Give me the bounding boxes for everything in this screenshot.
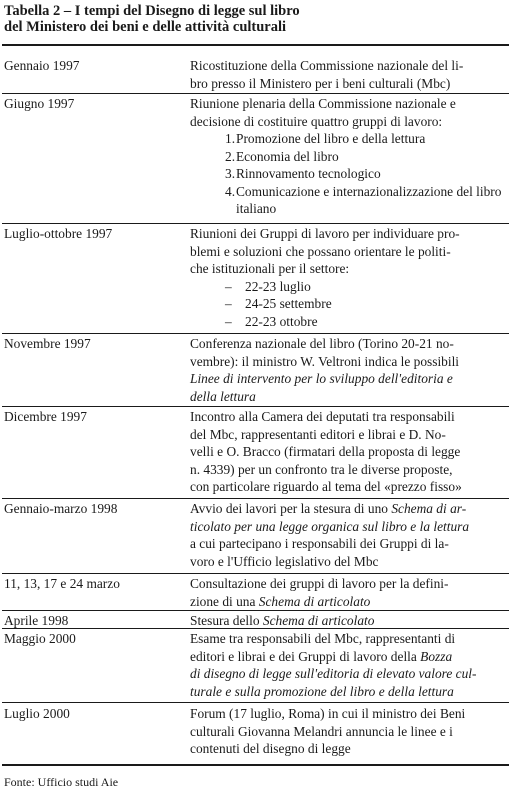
list-item: 4. Comunicazione e internazionalizzazione del libro italiano [225, 183, 502, 216]
desc-line: Stesura dello Schema di articolato [190, 613, 375, 628]
desc-line: Conferenza nazionale del libro (Torino 20-21 no- [190, 336, 454, 351]
table-title-line1: Tabella 2 – I tempi del Disegno di legge sul libro [4, 3, 300, 19]
row-date: Giugno 1997 [4, 96, 75, 111]
row-description [190, 575, 502, 610]
desc-line: ticolato per una legge organica sul libro e la lettura [190, 518, 470, 534]
row-description [190, 57, 502, 92]
desc-line: della lettura [190, 388, 256, 404]
row-description [190, 705, 502, 758]
desc-line: editori e librai e dei Gruppi di lavoro della Bozza [190, 648, 453, 664]
list-item: – 24-25 settembre [225, 296, 332, 311]
row-divider [2, 498, 509, 499]
row-divider [2, 333, 509, 334]
desc-line: Avvio dei lavori per la stesura di uno Schema di ar- [190, 501, 467, 516]
row-date: Maggio 2000 [4, 631, 76, 646]
row-date: Aprile 1998 [4, 613, 69, 628]
desc-line: Linee di intervento per lo sviluppo dell'editoria e [190, 371, 453, 386]
desc-line: bro presso il Ministero per i beni culturali (Mbc) [190, 75, 451, 91]
desc-line: del Mbc, rappresentanti editori e librai e D. No- [190, 426, 446, 442]
row-divider [2, 93, 509, 94]
row-divider [2, 702, 509, 703]
list-item: 3. Rinnovamento tecnologico [225, 166, 381, 181]
row-date: Luglio-ottobre 1997 [4, 226, 113, 241]
row-divider [2, 223, 509, 224]
desc-line: a cui partecipano i responsabili dei Gruppi di la- [190, 536, 449, 551]
list-item: – 22-23 ottobre [225, 313, 318, 329]
desc-line: velli e O. Bracco (firmatari della proposta di legge [190, 444, 461, 459]
list-item: 2. Economia del libro [225, 148, 339, 164]
row-date: Gennaio-marzo 1998 [4, 501, 118, 516]
desc-line: Consultazione dei gruppi di lavoro per la defini- [190, 576, 449, 591]
desc-line: n. 4339) per un confronto tra le diverse proposte, [190, 461, 453, 477]
source-note: Fonte: Ufficio studi Aie [4, 775, 119, 789]
desc-line: Incontro alla Camera dei deputati tra responsabili [190, 409, 455, 424]
desc-line: Ricostituzione della Commissione nazionale del li- [190, 58, 464, 73]
table-title [4, 3, 509, 35]
desc-line: vembre): il ministro W. Veltroni indica le possibili [190, 353, 460, 369]
desc-line: Forum (17 luglio, Roma) in cui il ministro dei Beni [190, 706, 466, 721]
meeting-dates-list [190, 278, 502, 331]
row-description [190, 612, 502, 630]
row-description [190, 630, 502, 700]
row-divider [2, 610, 509, 611]
table-title-line2: del Ministero dei beni e delle attività culturali [4, 19, 287, 35]
row-description [190, 500, 502, 570]
desc-line: con particolare riguardo al tema del «prezzo fisso» [190, 479, 462, 494]
row-date: Gennaio 1997 [4, 58, 80, 73]
row-description [190, 225, 502, 330]
desc-line: blemi e soluzioni che possano orientare le politi- [190, 243, 451, 259]
desc-line: culturali Giovanna Melandri annuncia le linee e i [190, 723, 453, 739]
row-description [190, 335, 502, 405]
desc-line: Riunione plenaria della Commissione nazionale e [190, 96, 456, 111]
list-item: 1. Promozione del libro e della lettura [225, 131, 426, 146]
desc-line: Esame tra responsabili del Mbc, rappresentanti di [190, 631, 456, 646]
row-description [190, 408, 502, 496]
working-groups-list [190, 130, 502, 218]
bottom-rule [2, 764, 509, 766]
desc-line: zione di una Schema di articolato [190, 593, 371, 609]
row-date: Dicembre 1997 [4, 409, 87, 424]
desc-line: turale e sulla promozione del libro e della lettura [190, 683, 454, 699]
desc-line: Riunioni dei Gruppi di lavoro per individuare pro- [190, 226, 460, 241]
row-date: Luglio 2000 [4, 706, 70, 721]
desc-line: decisione di costituire quattro gruppi di lavoro: [190, 113, 443, 129]
top-rule [2, 44, 509, 46]
list-item: – 22-23 luglio [225, 278, 311, 294]
row-divider [2, 573, 509, 574]
row-divider [2, 406, 509, 407]
desc-line: voro e l'Ufficio legislativo del Mbc [190, 553, 379, 569]
row-divider [2, 628, 509, 629]
desc-line: contenuti del disegno di legge [190, 741, 351, 756]
desc-line: di disegno di legge sull'editoria di elevato valore cul- [190, 666, 477, 681]
row-date: 11, 13, 17 e 24 marzo [4, 576, 120, 591]
row-date: Novembre 1997 [4, 336, 91, 351]
desc-line: che istituzionali per il settore: [190, 261, 350, 276]
row-description [190, 95, 502, 218]
